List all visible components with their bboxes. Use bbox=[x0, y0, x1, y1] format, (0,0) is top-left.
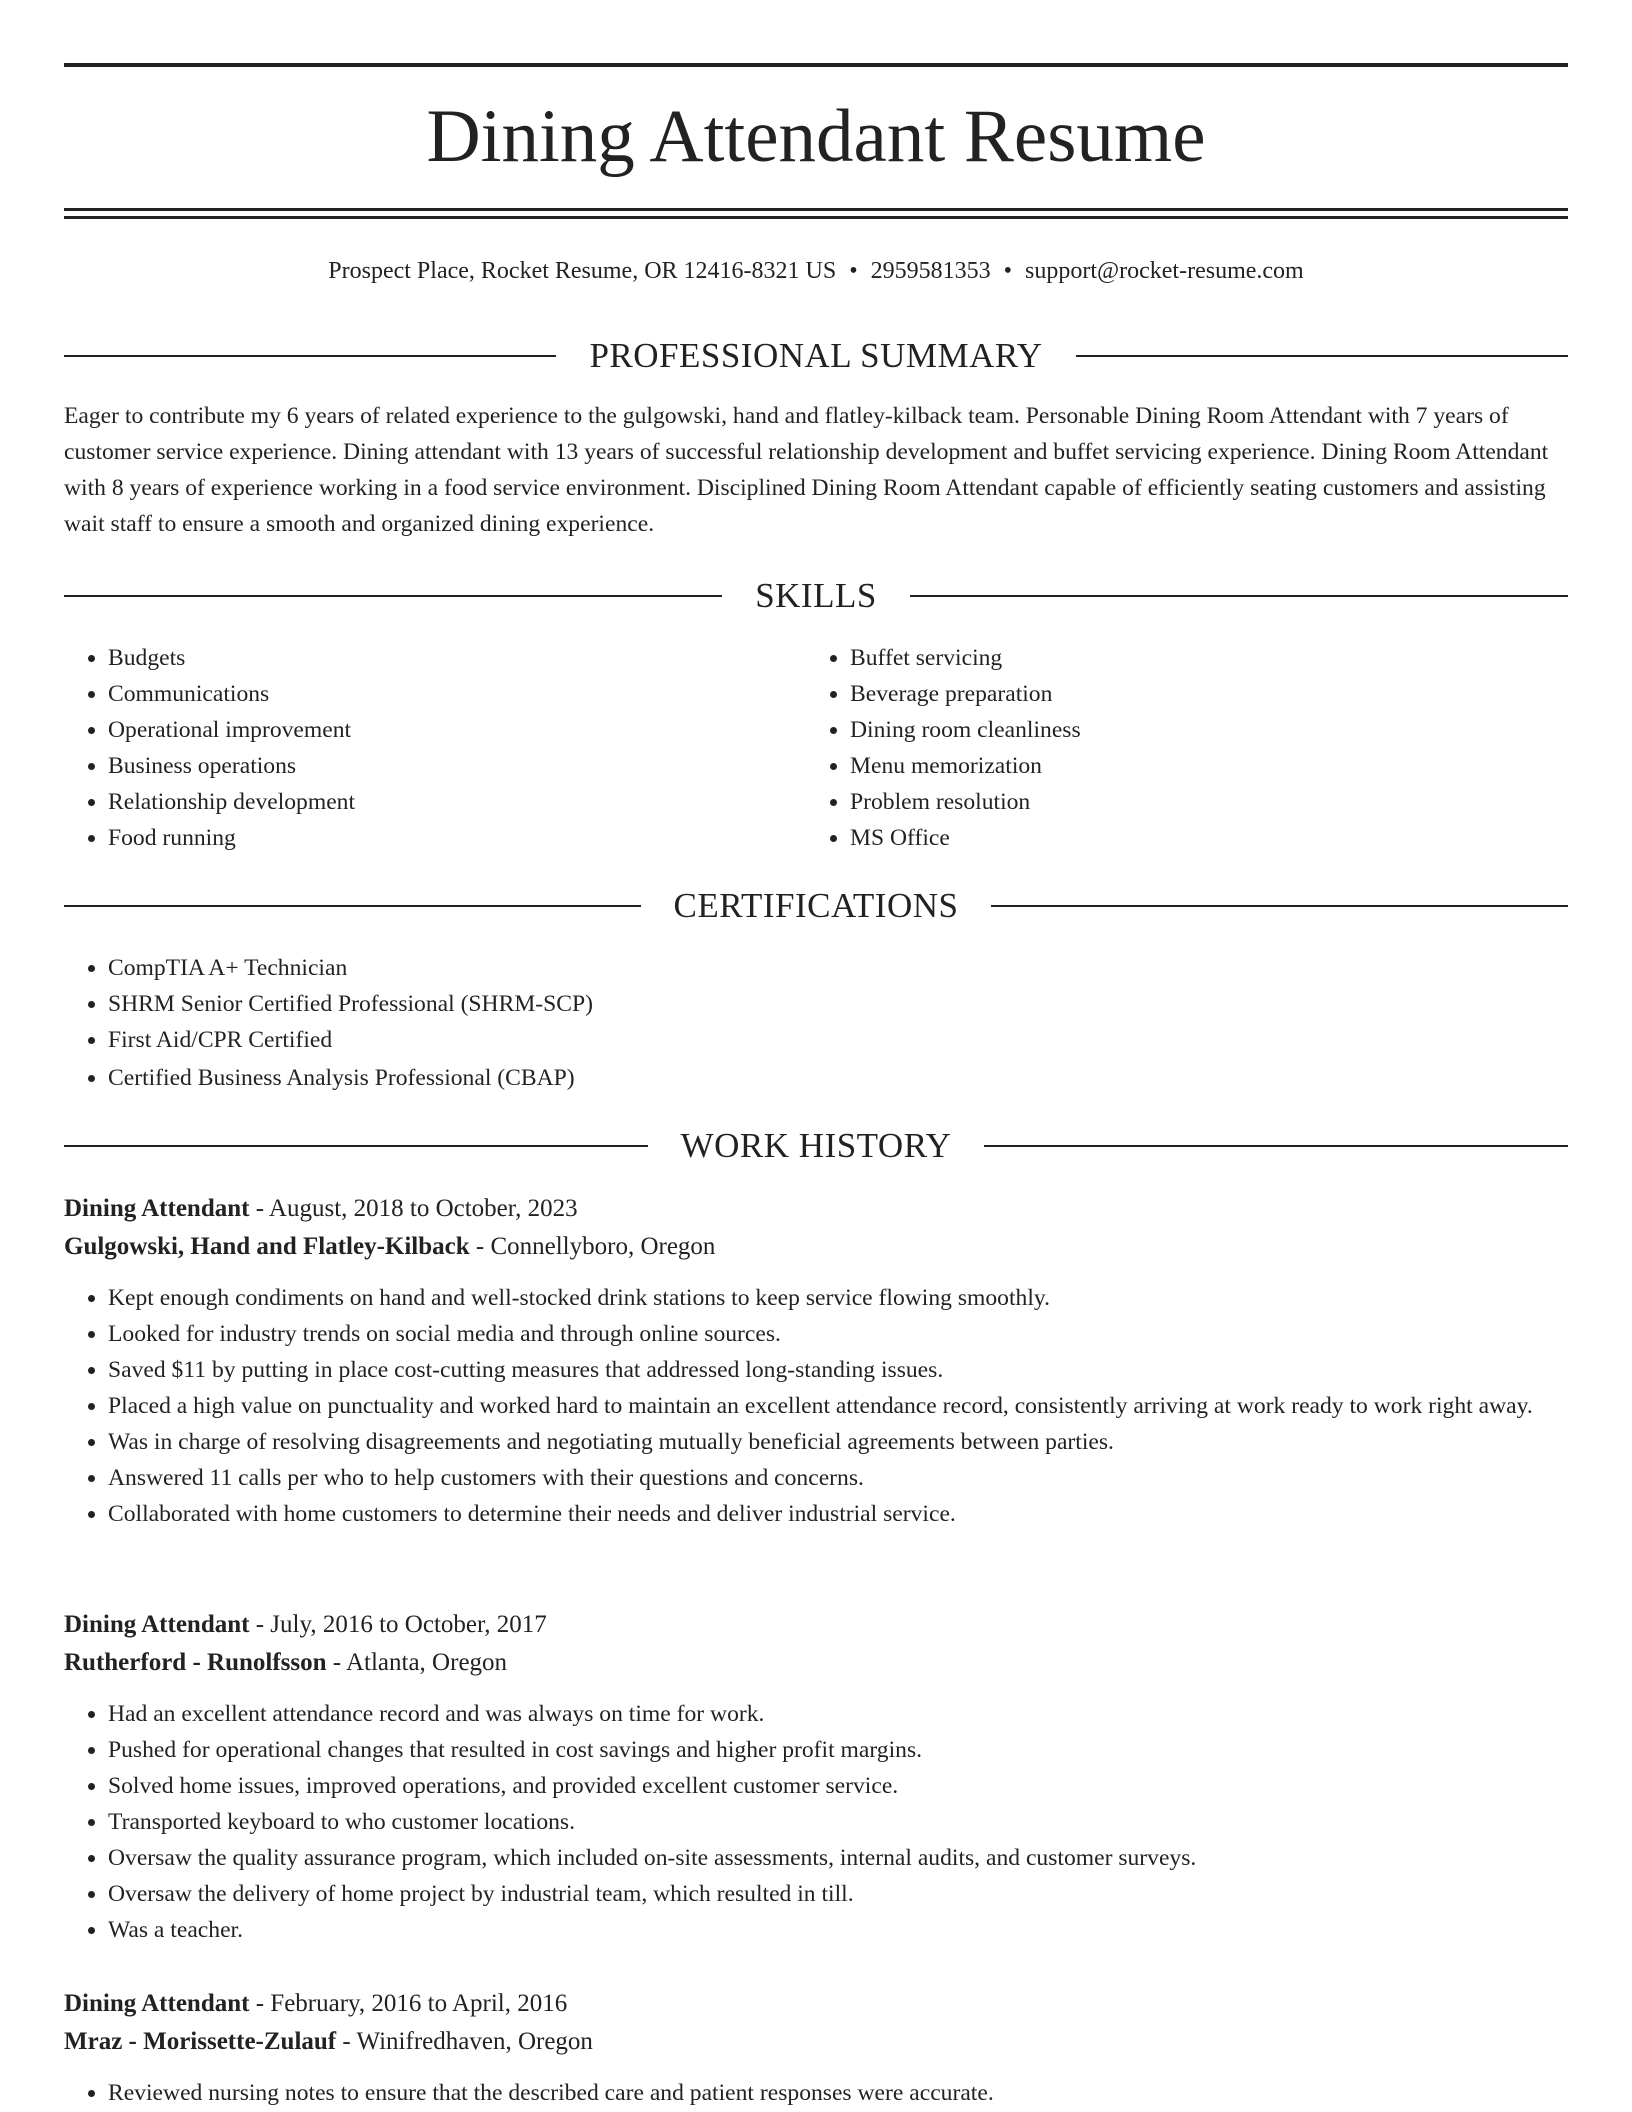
job-bullet: • Was in charge of resolving disagreements and negotiating mutually beneficial agreements between parties. bbox=[108, 1424, 1568, 1460]
job-bullet: • Answered 11 calls per who to help customers with their questions and concerns. bbox=[108, 1460, 1568, 1496]
skill-item: • Operational improvement bbox=[108, 712, 764, 748]
summary-heading bbox=[64, 334, 1568, 378]
heading-rule bbox=[64, 1145, 648, 1147]
skills-list-left bbox=[64, 640, 764, 856]
resume-title: Dining Attendant Resume bbox=[426, 95, 1206, 178]
job-company-line bbox=[64, 1644, 1568, 1682]
job-bullet: • Oversaw the delivery of home project by industrial team, which resulted in till. bbox=[108, 1876, 1568, 1912]
job-bullet: • Had an excellent attendance record and was always on time for work. bbox=[108, 1696, 1568, 1732]
job-title: Dining Attendant bbox=[64, 1990, 250, 2017]
job-dates: - August, 2018 to October, 2023 bbox=[249, 1195, 578, 1222]
job-company: Rutherford - Runolfsson bbox=[64, 1649, 327, 1676]
job-entry bbox=[64, 1606, 1568, 1948]
certifications-block bbox=[64, 950, 1568, 1096]
skills-heading bbox=[64, 574, 1568, 618]
job-bullet: • Was a teacher. bbox=[108, 1912, 1568, 1948]
work-history-heading bbox=[64, 1124, 1568, 1168]
contact-separator: • bbox=[1003, 258, 1013, 284]
job-bullets bbox=[64, 2075, 1568, 2111]
heading-rule bbox=[64, 355, 556, 357]
certification-item: • Certified Business Analysis Professional (CBAP) bbox=[108, 1060, 1568, 1096]
skill-item: • Dining room cleanliness bbox=[850, 712, 1506, 748]
heading-rule bbox=[991, 905, 1568, 907]
contact-email: support@rocket-resume.com bbox=[1025, 258, 1304, 284]
job-title: Dining Attendant bbox=[64, 1611, 250, 1638]
skills-list-right bbox=[806, 640, 1506, 856]
skill-item: • Business operations bbox=[108, 748, 764, 784]
section-title: SKILLS bbox=[755, 576, 877, 615]
contact-separator: • bbox=[849, 258, 858, 284]
skill-item: • Problem resolution bbox=[850, 784, 1506, 820]
contact-address: Prospect Place, Rocket Resume, OR 12416-8321 US bbox=[328, 258, 837, 284]
job-bullet: • Oversaw the quality assurance program, which included on-site assessments, internal audits, and customer surveys. bbox=[108, 1840, 1568, 1876]
skill-item: • Communications bbox=[108, 676, 764, 712]
job-entry bbox=[64, 1985, 1568, 2111]
certification-item: • First Aid/CPR Certified bbox=[108, 1022, 1568, 1058]
certifications-heading bbox=[64, 884, 1568, 928]
contact-line bbox=[64, 253, 1568, 289]
job-entry bbox=[64, 1190, 1568, 1532]
section-title: WORK HISTORY bbox=[680, 1126, 952, 1165]
job-dates: - July, 2016 to October, 2017 bbox=[249, 1611, 547, 1638]
summary-text: Eager to contribute my 6 years of related experience to the gulgowski, hand and flatley-kilback team. Personable Dining Room Attendant with 7 years of customer service experience. Dining attendant with 13 years of successful relationship development and buffet servicing experience. Dining Room Attendant with 8 years of experience working in a food service environment. Disciplined Dining Room Attendant capable of efficiently seating customers and assisting wait staff to ensure a smooth and organized dining experience. bbox=[64, 403, 1549, 537]
job-title: Dining Attendant bbox=[64, 1195, 250, 1222]
job-bullet: • Pushed for operational changes that resulted in cost savings and higher profit margins. bbox=[108, 1732, 1568, 1768]
section-title: PROFESSIONAL SUMMARY bbox=[589, 336, 1043, 375]
skill-item: • Budgets bbox=[108, 640, 764, 676]
job-bullet: • Reviewed nursing notes to ensure that the described care and patient responses were accurate. bbox=[108, 2075, 1568, 2111]
job-location: - Connellyboro, Oregon bbox=[469, 1233, 716, 1260]
heading-rule bbox=[64, 595, 722, 597]
job-bullet: • Transported keyboard to who customer locations. bbox=[108, 1804, 1568, 1840]
title-rule-upper bbox=[64, 208, 1568, 211]
job-bullet: • Placed a high value on punctuality and worked hard to maintain an excellent attendance record, consistently arriving at work ready to work right away. bbox=[108, 1388, 1568, 1424]
job-title-line bbox=[64, 1606, 1568, 1644]
job-company-line bbox=[64, 1228, 1568, 1266]
skill-item: • Buffet servicing bbox=[850, 640, 1506, 676]
skill-item: • MS Office bbox=[850, 820, 1506, 856]
job-bullets bbox=[64, 1696, 1568, 1948]
certification-item: • SHRM Senior Certified Professional (SHRM-SCP) bbox=[108, 986, 1568, 1022]
job-bullet: • Solved home issues, improved operations, and provided excellent customer service. bbox=[108, 1768, 1568, 1804]
job-bullet: • Looked for industry trends on social media and through online sources. bbox=[108, 1316, 1568, 1352]
section-title: CERTIFICATIONS bbox=[673, 886, 959, 925]
job-company: Gulgowski, Hand and Flatley-Kilback bbox=[64, 1233, 470, 1260]
job-company-line bbox=[64, 2023, 1568, 2061]
heading-rule bbox=[910, 595, 1568, 597]
job-bullet: • Kept enough condiments on hand and well-stocked drink stations to keep service flowing smoothly. bbox=[108, 1280, 1568, 1316]
heading-rule bbox=[984, 1145, 1568, 1147]
job-dates: - February, 2016 to April, 2016 bbox=[249, 1990, 568, 2017]
job-company: Mraz - Morissette-Zulauf bbox=[64, 2028, 337, 2055]
skill-item: • Menu memorization bbox=[850, 748, 1506, 784]
skills-column-left bbox=[64, 640, 764, 856]
heading-rule bbox=[64, 905, 641, 907]
certifications-list bbox=[64, 950, 1568, 1096]
skill-item: • Food running bbox=[108, 820, 764, 856]
job-bullet: • Saved $11 by putting in place cost-cutting measures that addressed long-standing issues. bbox=[108, 1352, 1568, 1388]
job-location: - Atlanta, Oregon bbox=[326, 1649, 508, 1676]
contact-phone: 2959581353 bbox=[870, 258, 991, 284]
skill-item: • Relationship development bbox=[108, 784, 764, 820]
job-bullet: • Collaborated with home customers to determine their needs and deliver industrial service. bbox=[108, 1496, 1568, 1532]
job-bullets bbox=[64, 1280, 1568, 1532]
job-title-line bbox=[64, 1190, 1568, 1228]
top-rule bbox=[64, 63, 1568, 67]
job-location: - Winifredhaven, Oregon bbox=[336, 2028, 593, 2055]
heading-rule bbox=[1076, 355, 1568, 357]
skill-item: • Beverage preparation bbox=[850, 676, 1506, 712]
skills-column-right bbox=[806, 640, 1506, 856]
title-rule-lower bbox=[64, 216, 1568, 219]
job-title-line bbox=[64, 1985, 1568, 2023]
certification-item: • CompTIA A+ Technician bbox=[108, 950, 1568, 986]
